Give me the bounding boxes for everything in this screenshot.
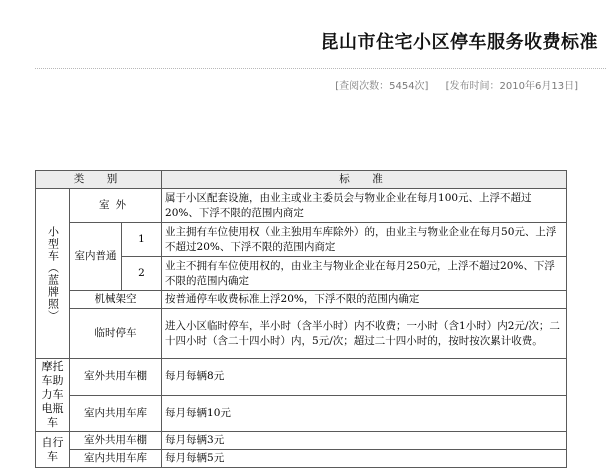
indoor-row-number: 1 (122, 223, 162, 257)
table-row (36, 395, 567, 432)
bicycle-place: 室内共用车库 (70, 450, 162, 468)
indoor-standard: 业主拥有车位使用权（业主独用车库除外）的，由业主与物业企业在每月50元、上浮不超过20%、下浮不限的范围内商定 (162, 223, 567, 257)
bicycle-label: 自行车 (36, 432, 70, 468)
small-car-category (36, 189, 70, 359)
table-row (36, 223, 567, 257)
table-header-row (36, 171, 567, 189)
indoor-row-number: 2 (122, 257, 162, 291)
outdoor-label: 室外 (70, 189, 162, 223)
table-row (36, 291, 567, 309)
fee-table (35, 170, 567, 468)
table-row (36, 359, 567, 396)
header-category: 类 别 (36, 171, 162, 189)
table-row (36, 309, 567, 359)
bicycle-standard: 每月每辆3元 (162, 432, 567, 450)
title-divider (35, 68, 606, 69)
bicycle-place: 室外共用车棚 (70, 432, 162, 450)
temporary-standard: 进入小区临时停车，半小时（含半小时）内不收费；一小时（含1小时）内2元/次；二十四小时（含二十四小时）内，5元/次；超过二十四小时的，按时按次累计收费。 (162, 309, 567, 359)
temporary-label: 临时停车 (70, 309, 162, 359)
small-car-label: 小型车（蓝牌照） (46, 225, 60, 322)
article-title: 昆山市住宅小区停车服务收费标准 (320, 32, 598, 53)
outdoor-standard: 属于小区配套设施，由业主或业主委员会与物业企业在每月100元、上浮不超过20%、下浮不限的范围内商定 (162, 189, 567, 223)
publish-date: [发布时间：2010年6月13日] (445, 81, 578, 92)
motorcycle-standard: 每月每辆10元 (162, 395, 567, 432)
motorcycle-place: 室内共用车库 (70, 395, 162, 432)
mechanical-label: 机械架空 (70, 291, 162, 309)
table-row (36, 432, 567, 450)
indoor-standard: 业主不拥有车位使用权的，由业主与物业企业在每月250元，上浮不超过20%、下浮不限的范围内确定 (162, 257, 567, 291)
header-standard: 标 准 (162, 171, 567, 189)
mechanical-standard: 按普通停车收费标准上浮20%，下浮不限的范围内确定 (162, 291, 567, 309)
motorcycle-place: 室外共用车棚 (70, 359, 162, 396)
indoor-label: 室内普通 (70, 223, 122, 291)
motorcycle-label: 摩托车助力车电瓶车 (36, 359, 70, 432)
article-meta (335, 77, 578, 92)
view-count: [查阅次数：5454次] (335, 81, 429, 92)
motorcycle-standard: 每月每辆8元 (162, 359, 567, 396)
bicycle-standard: 每月每辆5元 (162, 450, 567, 468)
table-row (36, 189, 567, 223)
table-row (36, 450, 567, 468)
